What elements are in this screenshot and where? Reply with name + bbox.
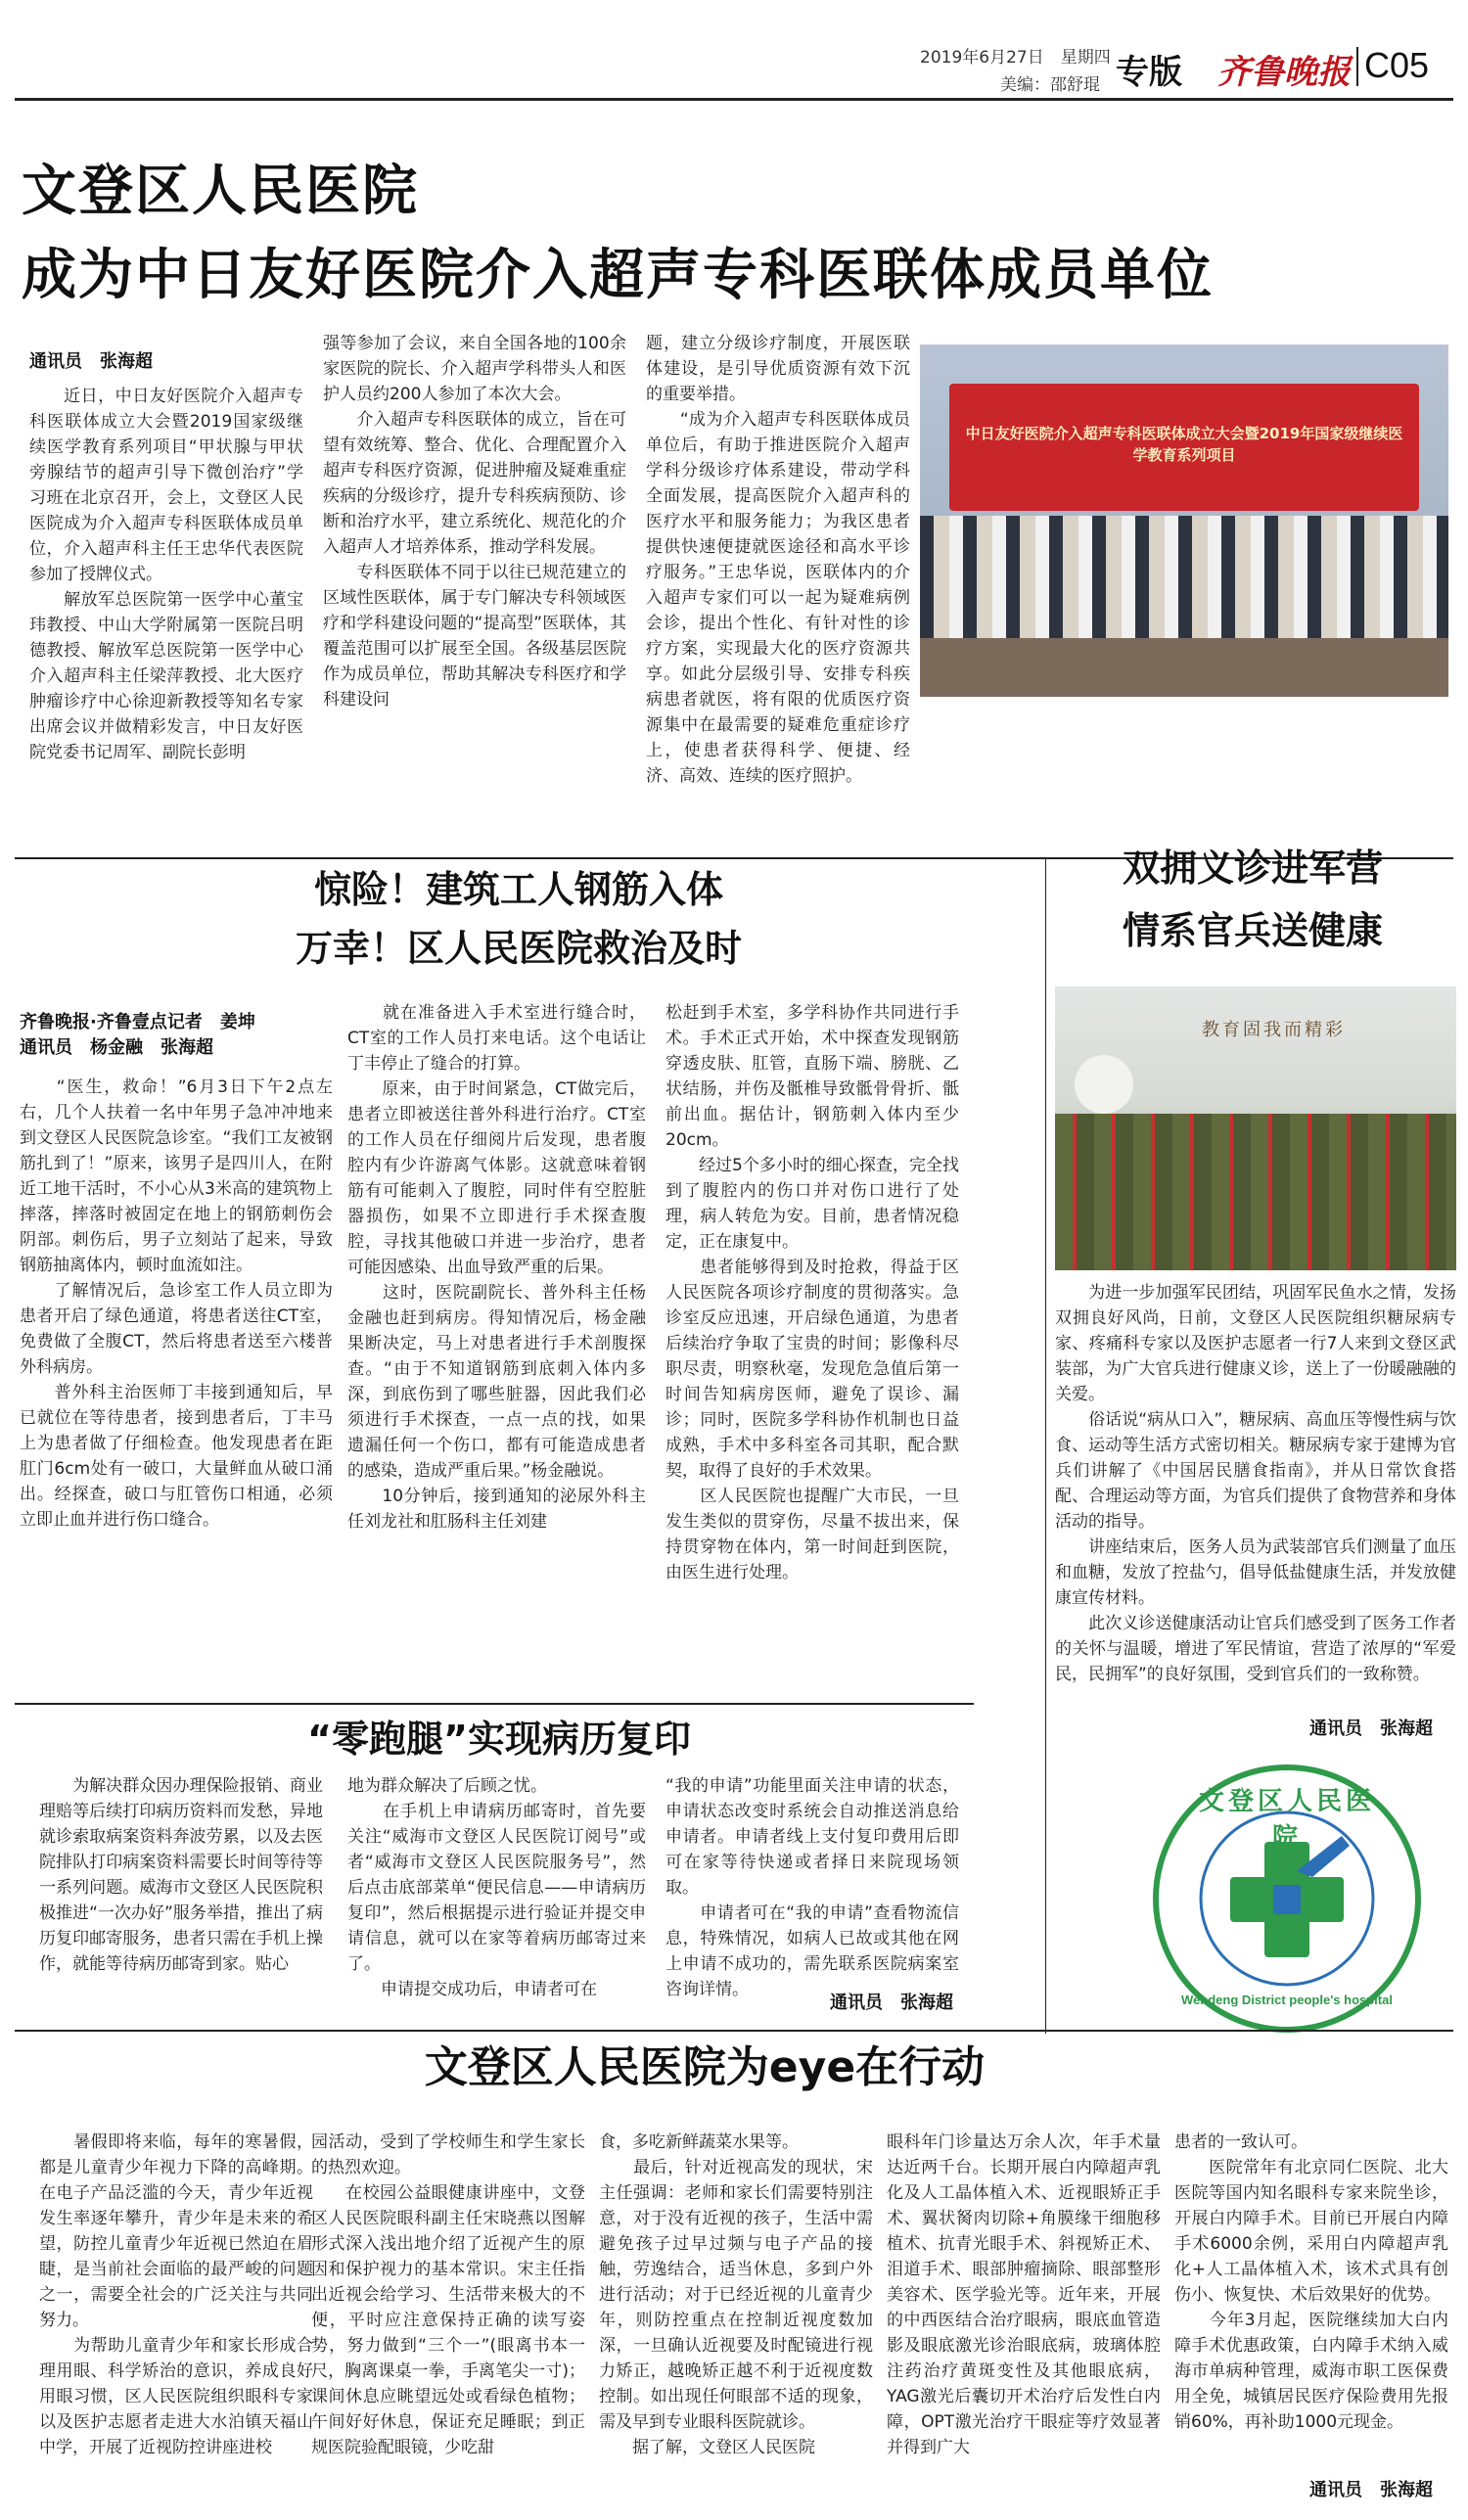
soldiers-seated (1055, 1114, 1456, 1270)
article1-title-line1: 文登区人民医院 (22, 160, 419, 223)
article5-title: 文登区人民医院为eye在行动 (424, 2042, 986, 2092)
article3-byline: 通讯员 张海超 (1309, 1718, 1433, 1739)
article2-column-1: “医生，救命！”6月3日下午2点左右，几个人扶着一名中年男子急冲冲地来到文登区人民医院急诊室。“我们工友被钢筋扎到了！”原来，该男子是四川人，在附近工地干活时，不小心从3米高的建筑物上摔落，摔落时被固定在地上的钢筋刺伤会阴部。刺伤后，男子立刻站了起来，导致钢筋抽离体内，顿时血流如注。 了解情况后，急诊室工作人员立即为患者开启了绿色通道，将患者送往CT室，免费做了全腹CT，然后将患者送至六楼普外科病房。 普外科主治医师丁丰接到通知后，早已就位在等待患者，接到患者后，丁丰马上为患者做了仔细检查。他发现患者在距肛门6cm处有一破口，大量鲜血从破口涌出。经探查，破口与肛管伤口相通，必须立即止血并进行伤口缝合。 (20, 1077, 333, 1530)
article4-column-1: 为解决群众因办理保险报销、商业理赔等后续打印病历资料而发愁，异地就诊索取病案资料奔波劳累，以及去医院排队打印病案资料需要长时间等待等一系列问题。威海市文登区人民医院积极推进“一次办好”服务举措，推出了病历复印邮寄服务，患者只需在手机上操作，就能等待病历邮寄到家。贴心 (39, 1776, 323, 1974)
article1-byline: 通讯员 张海超 (29, 351, 153, 372)
page-number: C05 (1364, 45, 1430, 85)
article2-byline-reporter: 齐鲁晚报·齐鲁壹点记者 姜坤 (20, 1012, 255, 1032)
article5-byline: 通讯员 张海超 (1309, 2480, 1433, 2500)
conference-photo (920, 344, 1448, 697)
article2-column-2: 就在准备进入手术室进行缝合时，CT室的工作人员打来电话。这个电话让丁丰停止了缝合的打算。 原来，由于时间紧急，CT做完后，患者立即被送往普外科进行治疗。CT室的工作人员在仔细阅片后发现，患者腹腔内有少许游离气体影。这就意味着钢筋有可能刺入了腹腔，同时伴有空腔脏器损伤，如果不立即进行手术探查腹腔，寻找其他破口并进一步治疗，患者可能因感染、出血导致严重的后果。 这时，医院副院长、普外科主任杨金融也赶到病房。得知情况后，杨金融果断决定，马上对患者进行手术剖腹探查。“由于不知道钢筋到底刺入体内多深，到底伤到了哪些脏器，因此我们必须进行手术探查，一点一点的找，如果遗漏任何一个伤口，都有可能造成患者的感染，造成严重后果。”杨金融说。 10分钟后，接到通知的泌尿外科主任刘龙社和肛肠科主任刘建 (347, 1003, 646, 1532)
article4-byline: 通讯员 张海超 (830, 1993, 953, 2013)
article2-column-3: 松赶到手术室，多学科协作共同进行手术。手术正式开始，术中探查发现钢筋穿透皮肤、肛管，直肠下端、膀胱、乙状结肠，并伤及骶椎导致骶骨骨折、骶前出血。据估计，钢筋刺入体内至少20cm。 经过5个多小时的细心探查，完全找到了腹腔内的伤口并对伤口进行了处理，病人转危为安。目前，患者情况稳定，正在康复中。 患者能够得到及时抢救，得益于区人民医院各项诊疗制度的贯彻落实。急诊室反应迅速，开启绿色通道，为患者后续治疗争取了宝贵的时间；影像科尽职尽责，明察秋毫，发现危急值后第一时间告知病房医师，避免了误诊、漏诊；同时，医院多学科协作机制也日益成熟，手术中多科室各司其职，配合默契，取得了良好的手术效果。 区人民医院也提醒广大市民，一旦发生类似的贯穿伤，尽量不拔出来，保持贯穿物在体内，第一时间赶到医院，由医生进行处理。 (665, 1003, 959, 1582)
article4-column-3: “我的申请”功能里面关注申请的状态，申请状态改变时系统会自动推送消息给申请者。申请者线上支付复印费用后即可在家等待快递或者择日来院现场领取。 申请者可在“我的申请”查看物流信息，特殊情况，如病人已故或其他在网上申请不成功的，需先联系医院病案室咨询详情。 (665, 1776, 959, 1999)
issue-date: 2019年6月27日 星期四 (920, 48, 1111, 68)
article5-column-5: 患者的一致认可。 医院常年有北京同仁医院、北大医院等国内知名眼科专家来院坐诊，开展白内障手术。目前已开展白内障手术6000余例，采用白内障超声乳化+人工晶体植入术，该术式具有创伤小、恢复快、术后效果好的优势。 今年3月起，医院继续加大白内障手术优惠政策，白内障手术纳入威海市单病种管理，威海市职工医保费用全免，城镇居民医疗保险费用先报销60%，再补助1000元现金。 (1174, 2132, 1448, 2432)
article1-column-1: 近日，中日友好医院介入超声专科医联体成立大会暨2019国家级继续医学教育系列项目“甲状腺与甲状旁腺结节的超声引导下微创治疗”学习班在北京召开，会上，文登区人民医院成为介入超声专科医联体成员单位，介入超声科主任王忠华代表医院参加了授牌仪式。 解放军总医院第一医学中心董宝玮教授、中山大学附属第一医院吕明德教授、解放军总医院第一医学中心介入超声科主任梁萍教授、北大医疗肿瘤诊疗中心徐迎新教授等知名专家出席会议并做精彩发言，中日友好医院党委书记周军、副院长彭明 (29, 387, 303, 762)
section-label: 专版 (1116, 53, 1182, 92)
masthead-rule (15, 98, 1453, 101)
hospital-logo (1150, 1762, 1424, 2036)
hospital-logo-cn: 文登区人民医院 (1198, 1787, 1375, 1853)
article4-column-2: 地为群众解决了后顾之忧。 在手机上申请病历邮寄时，首先要关注“威海市文登区人民医院订阅号”或者“威海市文登区人民医院服务号”，然后点击底部菜单“便民信息——申请病历复印”，然后根据提示进行验证并提交申请信息，就可以在家等着病历邮寄过来了。 申请提交成功后，申请者可在 (347, 1776, 646, 1999)
article2-title-line2: 万幸！区人民医院救治及时 (295, 927, 742, 970)
article5-column-2: 园活动，受到了学校师生和学生家长的热烈欢迎。 在校园公益眼健康讲座中，文登区人民医院眼科副主任宋晓燕以图解形式深入浅出地介绍了近视产生的原因和保护视力的基本常识。宋主任指出近视会给学习、生活带来极大的不便，平时应注意保持正确的读写姿势，努力做到“三个一”(眼离书本一尺，胸离课桌一拳，手离笔尖一寸)；课间休息应眺望远处或看绿色植物；午间好好休息，保证充足睡眠；到正规医院验配眼镜，少吃甜 (311, 2132, 585, 2457)
newspaper-logo: 齐鲁晚报 (1217, 53, 1351, 92)
barracks-lecture-photo (1055, 986, 1456, 1270)
backdrop-banner-text: 中日友好医院介入超声专科医联体成立大会暨2019年国家级继续医学教育系列项目 (965, 425, 1403, 464)
article5-column-3: 食，多吃新鲜蔬菜水果等。 最后，针对近视高发的现状，宋主任强调：老师和家长们需要特别注意，对于没有近视的孩子，生活中需避免孩子过早过频与电子产品的接触，劳逸结合，适当休息，多到户外进行活动；对于已经近视的儿童青少年，则防控重点在控制近视度数加深，一旦确认近视要及时配镜进行视力矫正，越晚矫正越不利于近视度数控制。如出现任何眼部不适的现象，需及早到专业眼科医院就诊。 据了解，文登区人民医院 (599, 2132, 873, 2457)
article1-column-2: 强等参加了会议，来自全国各地的100余家医院的院长、介入超声学科带头人和医护人员约200人参加了本次大会。 介入超声专科医联体的成立，旨在可望有效统筹、整合、优化、合理配置介入超声专科医疗资源，促进肿瘤及疑难重症疾病的分级诊疗，提升专科疾病预防、诊断和治疗水平，建立系统化、规范化的介入超声人才培养体系，推动学科发展。 专科医联体不同于以往已规范建立的区域性医联体，属于专门解决专科领域医疗和学科建设问题的“提高型”医联体，其覆盖范围可以扩展至全国。各级基层医院作为成员单位，帮助其解决专科医疗和学科建设问 (323, 334, 626, 710)
conference-backdrop (949, 384, 1419, 511)
article4-title: “零跑腿”实现病历复印 (307, 1718, 691, 1761)
article2-byline-correspondents: 通讯员 杨金融 张海超 (20, 1037, 213, 1058)
hospital-logo-en: Wendeng District people's hospital (1181, 1993, 1393, 2007)
article1-column-3: 题，建立分级诊疗制度，开展医联体建设，是引导优质资源有效下沉的重要举措。 “成为介入超声专科医联体成员单位后，有助于推进医院介入超声学科分级诊疗体系建设，带动学科全面发展，提高医院介入超声科的医疗水平和服务能力；为我区患者提供快速便捷就医途径和高水平诊疗服务。”王忠华说，医联体内的介入超声专家们可以一起为疑难病例会诊，提出个性化、有针对性的诊疗方案，实现最大化的医疗资源共享。如此分层级引导、安排专科疾病患者就医，将有限的优质医疗资源集中在最需要的疑难危重症诊疗上，使患者获得科学、便捷、经济、高效、连续的医疗照护。 (646, 334, 910, 786)
article5-column-1: 暑假即将来临，每年的寒暑假，都是儿童青少年视力下降的高峰期。在电子产品泛滥的今天，青少年近视发生率逐年攀升，青少年是未来的希望，防控儿童青少年近视已然迫在眉睫，是当前社会面临的最严峻的问题之一，需要全社会的广泛关注与共同努力。 为帮助儿童青少年和家长形成合理用眼、科学矫治的意识，养成良好用眼习惯，区人民医院组织眼科专家以及医护志愿者走进大水泊镇天福山中学，开展了近视防控讲座进校 (39, 2132, 313, 2457)
article2-bottom-rule (15, 1703, 974, 1705)
masthead-divider (1356, 47, 1358, 86)
article3-title-line1: 双拥义诊进军营 (1122, 847, 1383, 890)
article4-bottom-rule (15, 2030, 1453, 2032)
article3-body: 为进一步加强军民团结，巩固军民鱼水之情，发扬双拥良好风尚，日前，文登区人民医院组织糖尿病专家、疼痛科专家以及医护志愿者一行7人来到文登区武装部，为广大官兵进行健康义诊，送上了一份暖融融的关爱。 俗话说“病从口入”，糖尿病、高血压等慢性病与饮食、运动等生活方式密切相关。糖尿病专家于建博为官兵们讲解了《中国居民膳食指南》，并从日常饮食搭配、合理运动等方面，为官兵们提供了食物营养和身体活动的指导。 讲座结束后，医务人员为武装部官兵们测量了血压和血糖，发放了控盐勺，倡导低盐健康生活，并发放健康宣传材料。 此次义诊送健康活动让官兵们感受到了医务工作者的关怀与温暖，增进了军民情谊，营造了浓厚的“军爱民，民拥军”的良好氛围，受到官兵们的一致称赞。 (1055, 1283, 1456, 1684)
stage-floor (920, 638, 1448, 697)
classroom-slogan: 教育固我而精彩 (1202, 1020, 1346, 1040)
section-divider (1045, 859, 1046, 2034)
article5-column-4: 眼科年门诊量达万余人次，年手术量达近两千台。长期开展白内障超声乳化及人工晶体植入术、近视眼矫正手术、翼状胬肉切除+角膜缘干细胞移植术、抗青光眼手术、斜视矫正术、泪道手术、眼部肿瘤摘除、眼部整形美容术、医学验光等。近年来，开展的中西医结合治疗眼病，眼底血管造影及眼底激光诊治眼底病，玻璃体腔注药治疗黄斑变性及其他眼底病，YAG激光后囊切开术治疗后发性白内障，OPT激光治疗干眼症等疗效显著并得到广大 (887, 2132, 1161, 2457)
article1-title-line2: 成为中日友好医院介入超声专科医联体成员单位 (22, 244, 1214, 307)
article3-title-line2: 情系官兵送健康 (1122, 909, 1383, 952)
ceiling-lamp (1075, 1055, 1133, 1114)
article2-title-line1: 惊险！建筑工人钢筋入体 (313, 868, 723, 911)
issue-editor: 美编：邵舒琨 (1000, 75, 1100, 95)
